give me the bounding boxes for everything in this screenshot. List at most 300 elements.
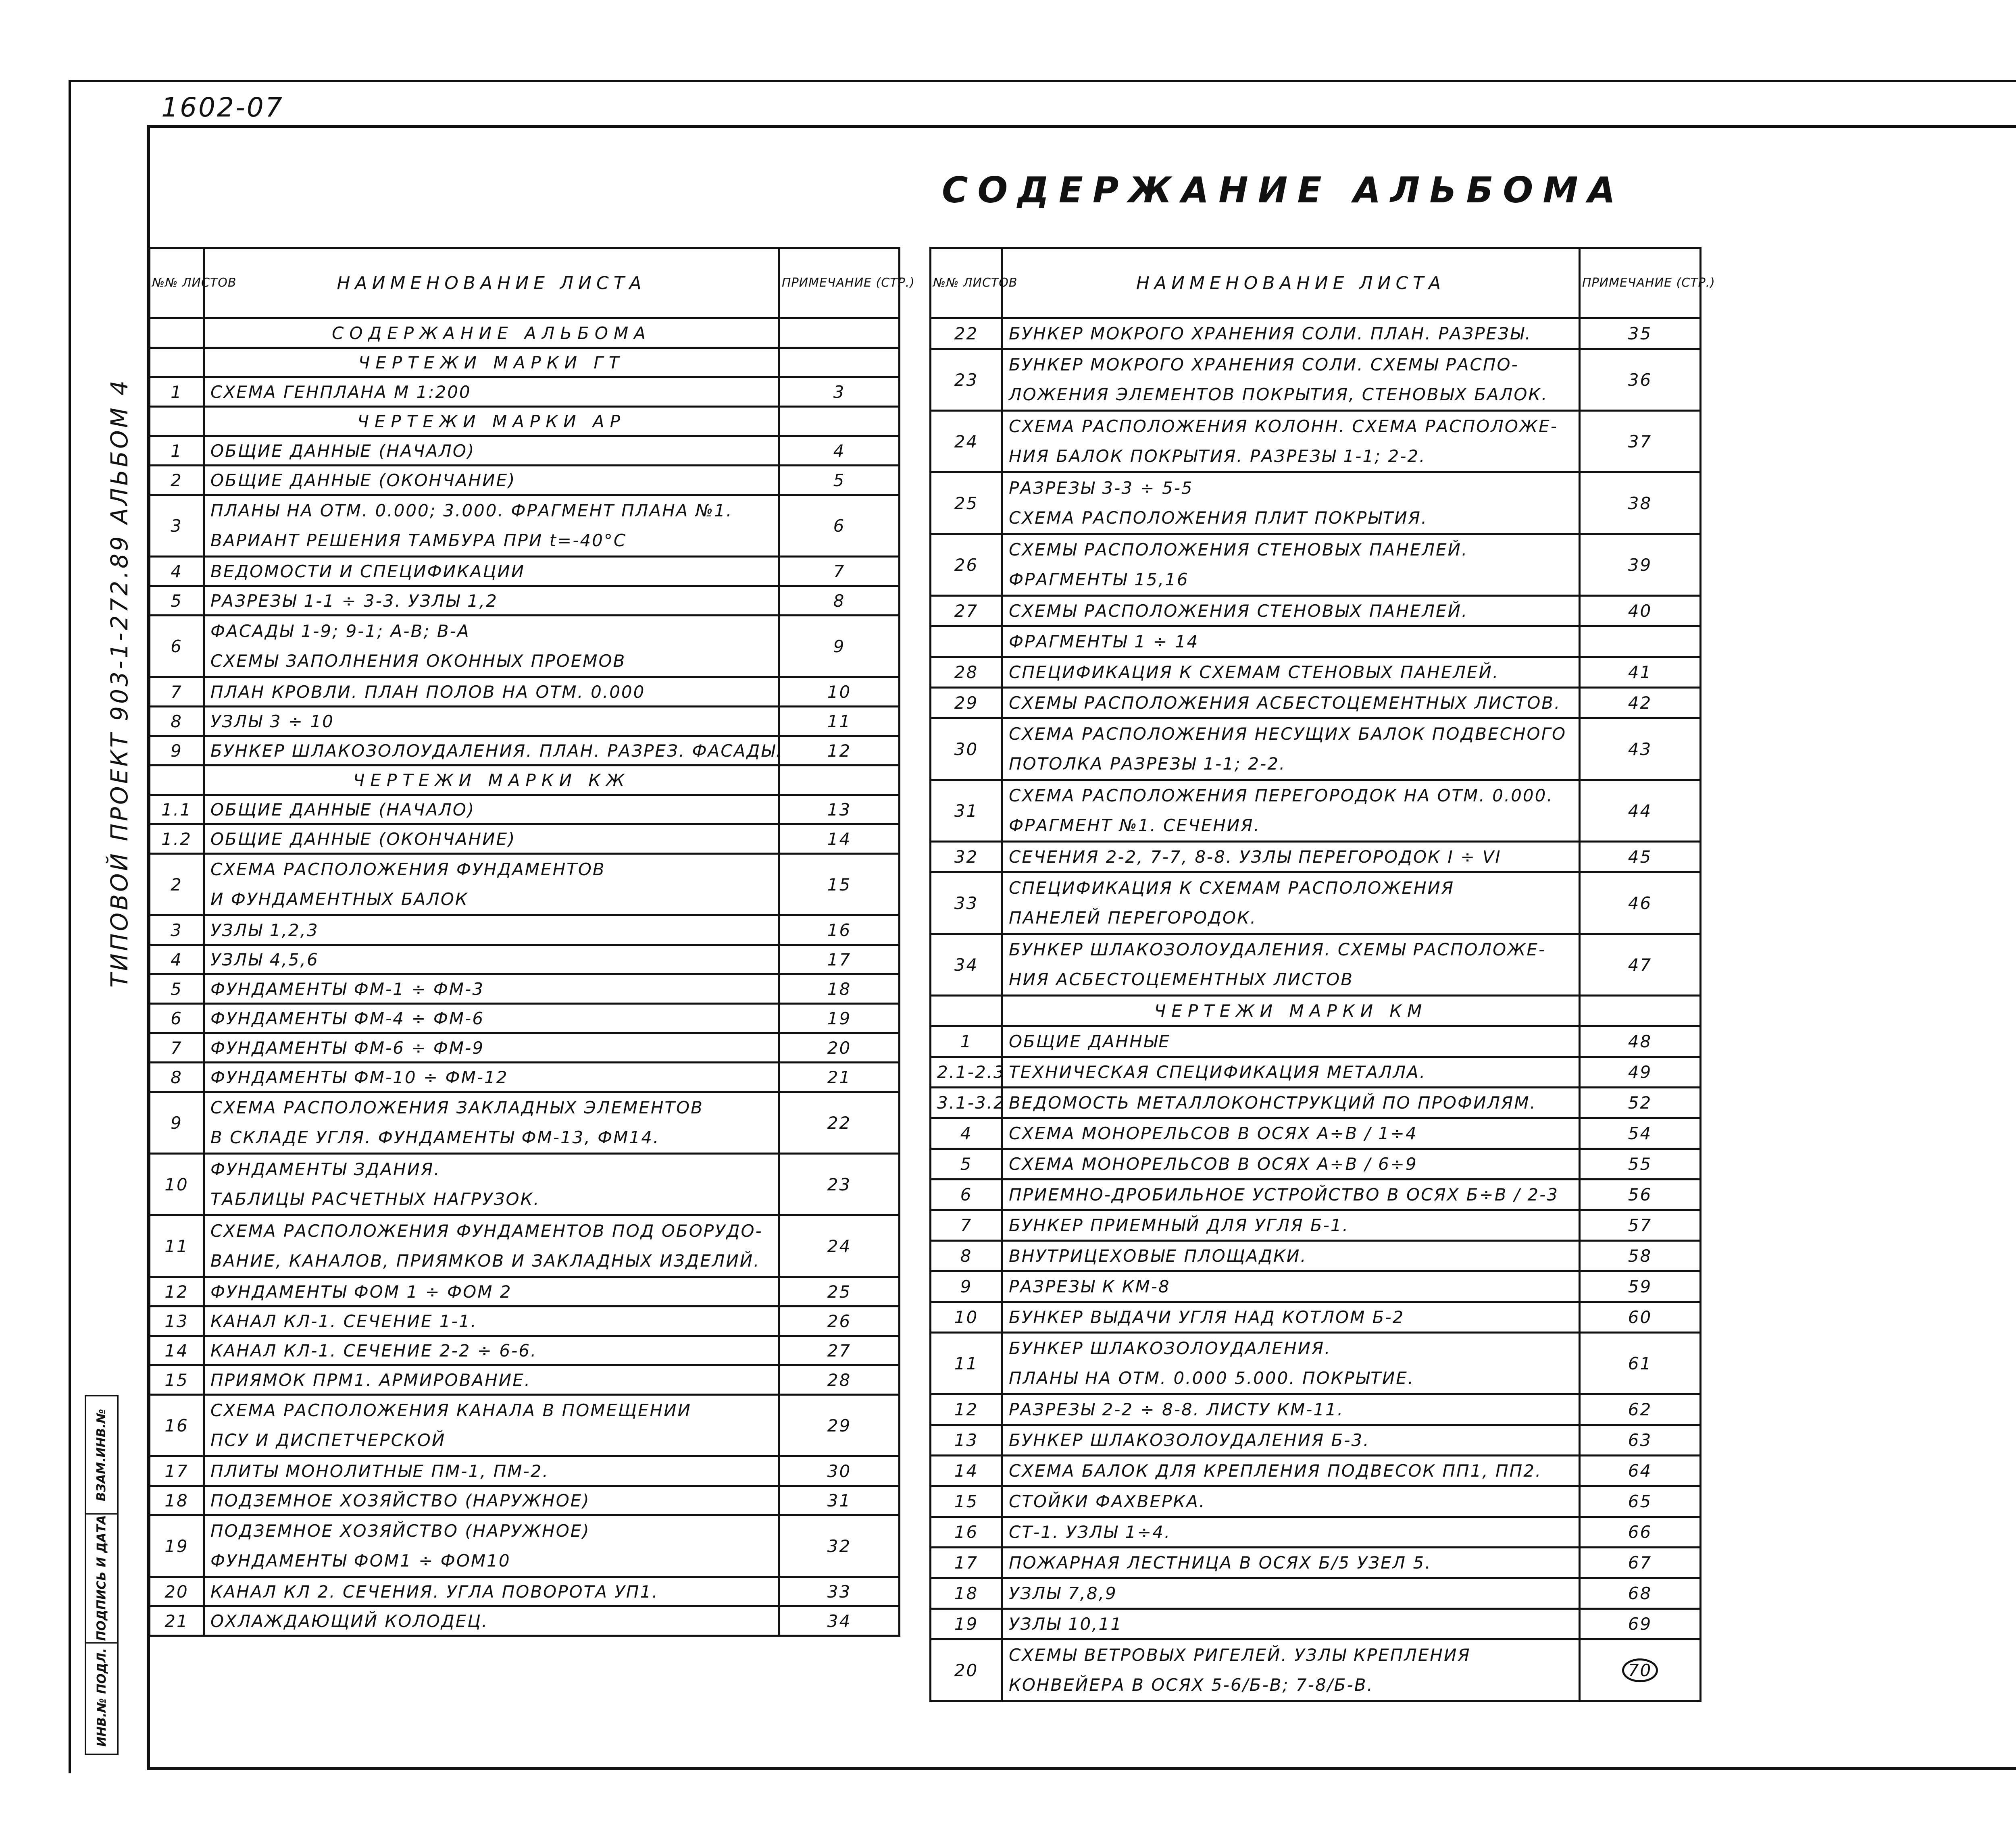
page-note-cell: 42 (1580, 688, 1701, 718)
sheet-name-line: БУНКЕР МОКРОГО ХРАНЕНИЯ СОЛИ. СХЕМЫ РАСПО- (1009, 355, 1519, 375)
page-note-cell: 24 (779, 1215, 900, 1277)
page-note-cell: 58 (1580, 1241, 1701, 1271)
table-row (150, 795, 900, 824)
sheet-name-cell: ФРАГМЕНТЫ 1 ÷ 14 (1002, 626, 1580, 657)
page-note-cell: 3 (779, 377, 900, 407)
table-row (931, 1302, 1701, 1333)
table-row (931, 1548, 1701, 1578)
table-row (150, 1215, 900, 1277)
page-note-cell: 60 (1580, 1302, 1701, 1333)
sheet-number-cell: 16 (150, 1395, 204, 1456)
page-note-cell: 11 (779, 707, 900, 736)
sheet-name-cell: ВНУТРИЦЕХОВЫЕ ПЛОЩАДКИ. (1002, 1241, 1580, 1271)
page-note-cell: 67 (1580, 1548, 1701, 1578)
table-row (150, 1004, 900, 1033)
sheet-name-line: СХЕМА РАСПОЛОЖЕНИЯ ФУНДАМЕНТОВ (210, 859, 606, 879)
page-note-cell: 34 (779, 1606, 900, 1636)
sheet-name-cell: РАЗРЕЗЫ К КМ-8 (1002, 1271, 1580, 1302)
page-note-cell: 59 (1580, 1271, 1701, 1302)
page-note-cell: 54 (1580, 1118, 1701, 1149)
sheet-name-cell: УЗЛЫ 1,2,3 (204, 915, 779, 945)
sheet-name-cell: РАЗРЕЗЫ 1-1 ÷ 3-3. УЗЛЫ 1,2 (204, 586, 779, 616)
page-note-cell: 26 (779, 1307, 900, 1336)
sheet-name-line: ФУНДАМЕНТЫ ЗДАНИЯ. (210, 1159, 441, 1179)
table-row (150, 377, 900, 407)
sheet-number-cell: 1.2 (150, 824, 204, 854)
sheet-name-cell: УЗЛЫ 7,8,9 (1002, 1578, 1580, 1609)
sheet-name-cell: ПРИЯМОК ПРМ1. АРМИРОВАНИЕ. (204, 1365, 779, 1395)
table-row (150, 945, 900, 974)
stamp-cell-signature-date: ПОДПИСЬ И ДАТА (86, 1513, 117, 1644)
sheet-number-cell: 2 (150, 466, 204, 495)
sheet-number-cell: 14 (931, 1456, 1002, 1486)
page-title: СОДЕРЖАНИЕ АЛЬБОМА (941, 169, 1625, 211)
table-row (150, 1486, 900, 1515)
page-note-cell (1580, 996, 1701, 1026)
sheet-number-cell: 9 (150, 1092, 204, 1154)
sheet-number-cell: 1 (150, 377, 204, 407)
table-row (931, 411, 1701, 472)
table-row (150, 707, 900, 736)
sheet-number-cell: 11 (150, 1215, 204, 1277)
table-row (150, 407, 900, 436)
page-note-cell: 21 (779, 1063, 900, 1092)
sheet-name-cell: ПЛИТЫ МОНОЛИТНЫЕ ПМ-1, ПМ-2. (204, 1456, 779, 1486)
sheet-name-line: ЛОЖЕНИЯ ЭЛЕМЕНТОВ ПОКРЫТИЯ, СТЕНОВЫХ БАЛОК. (1009, 385, 1548, 404)
page-note-cell: 10 (779, 677, 900, 707)
page-note-cell: 18 (779, 974, 900, 1004)
sheet-name-cell: ПОДЗЕМНОЕ ХОЗЯЙСТВО (НАРУЖНОЕ) (204, 1486, 779, 1515)
sheet-number-cell: 23 (931, 349, 1002, 411)
table-row (931, 842, 1701, 872)
page-note-cell: 33 (779, 1577, 900, 1606)
sheet-name-cell: ОБЩИЕ ДАННЫЕ (ОКОНЧАНИЕ) (204, 824, 779, 854)
page-note-cell: 31 (779, 1486, 900, 1515)
page-note-cell: 61 (1580, 1333, 1701, 1394)
sheet-number-cell: 34 (931, 934, 1002, 996)
sheet-name-cell (1002, 872, 1580, 934)
table-header (150, 248, 900, 318)
page-note-cell: 47 (1580, 934, 1701, 996)
table-row (150, 974, 900, 1004)
sheet-name-cell (204, 1215, 779, 1277)
sheet-name-cell: СТ-1. УЗЛЫ 1÷4. (1002, 1517, 1580, 1548)
table-row (150, 1277, 900, 1307)
page-note-cell: 25 (779, 1277, 900, 1307)
sheet-number-cell: 5 (150, 974, 204, 1004)
sheet-name-line: ФРАГМЕНТ №1. СЕЧЕНИЯ. (1009, 816, 1260, 835)
header-sheet-name: НАИМЕНОВАНИЕ ЛИСТА (204, 248, 779, 318)
circled-page-number: 70 (1622, 1658, 1658, 1682)
sheet-number-cell (150, 766, 204, 795)
page-note-cell: 13 (779, 795, 900, 824)
page-note-cell: 22 (779, 1092, 900, 1154)
page-note-cell: 17 (779, 945, 900, 974)
page-note-cell: 29 (779, 1395, 900, 1456)
table-row (150, 824, 900, 854)
sheet-name-cell: КАНАЛ КЛ-1. СЕЧЕНИЕ 1-1. (204, 1307, 779, 1336)
sheet-name-cell: ФУНДАМЕНТЫ ФОМ 1 ÷ ФОМ 2 (204, 1277, 779, 1307)
table-row (931, 534, 1701, 596)
page-note-cell: 15 (779, 854, 900, 915)
sheet-number-cell (931, 626, 1002, 657)
sheet-name-cell: СХЕМА МОНОРЕЛЬСОВ В ОСЯХ А÷В / 1÷4 (1002, 1118, 1580, 1149)
page-note-cell: 40 (1580, 596, 1701, 626)
sheet-name-cell: СТОЙКИ ФАХВЕРКА. (1002, 1486, 1580, 1517)
sheet-number-cell: 6 (150, 1004, 204, 1033)
sheet-number-cell: 5 (931, 1149, 1002, 1180)
sheet-name-cell: БУНКЕР ШЛАКОЗОЛОУДАЛЕНИЯ. ПЛАН. РАЗРЕЗ. ФАСАДЫ. (204, 736, 779, 766)
page-note-cell: 20 (779, 1033, 900, 1063)
page-note-cell: 48 (1580, 1026, 1701, 1057)
stamp-cell-original-inv: ИНВ.№ ПОДЛ. (94, 1648, 109, 1747)
table-row (150, 1336, 900, 1365)
sheet-number-cell: 10 (931, 1302, 1002, 1333)
page-note-cell: 7 (779, 557, 900, 586)
table-row (931, 934, 1701, 996)
page-note-cell: 68 (1580, 1578, 1701, 1609)
sheet-name-line: В СКЛАДЕ УГЛЯ. ФУНДАМЕНТЫ ФМ-13, ФМ14. (210, 1128, 660, 1147)
page-note-cell (779, 407, 900, 436)
sheet-number-cell: 13 (150, 1307, 204, 1336)
sheet-number-cell: 16 (931, 1517, 1002, 1548)
sheet-number-cell: 1.1 (150, 795, 204, 824)
sheet-name-line: НИЯ АСБЕСТОЦЕМЕНТНЫХ ЛИСТОВ (1009, 970, 1354, 989)
sheet-name-cell (1002, 472, 1580, 534)
sheet-name-cell (204, 1395, 779, 1456)
sheet-name-line: РАЗРЕЗЫ 3-3 ÷ 5-5 (1009, 478, 1193, 498)
sheet-name-line: СПЕЦИФИКАЦИЯ К СХЕМАМ РАСПОЛОЖЕНИЯ (1009, 878, 1455, 898)
table-row (931, 1640, 1701, 1701)
table-row (150, 1307, 900, 1336)
header-sheet-name: НАИМЕНОВАНИЕ ЛИСТА (1002, 248, 1580, 318)
sheet-name-line: ВАНИЕ, КАНАЛОВ, ПРИЯМКОВ И ЗАКЛАДНЫХ ИЗДЕЛИЙ. (210, 1251, 760, 1271)
contents-table-right (929, 247, 1715, 1702)
sheet-name-cell: ФУНДАМЕНТЫ ФМ-4 ÷ ФМ-6 (204, 1004, 779, 1033)
table-row (150, 736, 900, 766)
sheet-name-cell: ОБЩИЕ ДАННЫЕ (ОКОНЧАНИЕ) (204, 466, 779, 495)
sheet-number-cell: 19 (931, 1609, 1002, 1640)
sheet-name-line: И ФУНДАМЕНТНЫХ БАЛОК (210, 889, 469, 909)
table-row (931, 657, 1701, 688)
table-row (931, 1118, 1701, 1149)
sheet-name-cell: ЧЕРТЕЖИ МАРКИ АР (204, 407, 779, 436)
sheet-number-cell: 20 (931, 1640, 1002, 1701)
sheet-name-cell: ОБЩИЕ ДАННЫЕ (1002, 1026, 1580, 1057)
table-row (150, 1456, 900, 1486)
header-note: ПРИМЕЧАНИЕ (СТР.) (1580, 248, 1701, 318)
table-row (931, 688, 1701, 718)
sheet-name-line: ВАРИАНТ РЕШЕНИЯ ТАМБУРА ПРИ t=-40°С (210, 531, 627, 550)
sheet-name-cell (204, 854, 779, 915)
sheet-number-cell: 30 (931, 718, 1002, 780)
table-row (150, 348, 900, 377)
sheet-number-cell: 10 (150, 1154, 204, 1215)
header-note: ПРИМЕЧАНИЕ (СТР.) (779, 248, 900, 318)
sheet-name-line: СХЕМА РАСПОЛОЖЕНИЯ КАНАЛА В ПОМЕЩЕНИИ (210, 1400, 691, 1420)
table-row (931, 349, 1701, 411)
page-note-cell: 16 (779, 915, 900, 945)
sheet-name-line: ПОДЗЕМНОЕ ХОЗЯЙСТВО (НАРУЖНОЕ) (210, 1521, 590, 1541)
table-row (931, 1149, 1701, 1180)
page-note-cell (779, 766, 900, 795)
table-row (150, 915, 900, 945)
sheet-name-cell (1002, 1333, 1580, 1394)
header-sheet-numbers: №№ ЛИСТОВ (931, 248, 1002, 318)
sheet-name-line: ТАБЛИЦЫ РАСЧЕТНЫХ НАГРУЗОК. (210, 1189, 540, 1209)
stamp-cell-replace-inv: ВЗАМ.ИНВ.№ (86, 1396, 117, 1515)
contents-table-left (148, 247, 915, 1637)
page-note-cell: 38 (1580, 472, 1701, 534)
sheet-name-cell: КАНАЛ КЛ-1. СЕЧЕНИЕ 2-2 ÷ 6-6. (204, 1336, 779, 1365)
sheet-name-cell: РАЗРЕЗЫ 2-2 ÷ 8-8. ЛИСТУ КМ-11. (1002, 1394, 1580, 1425)
sheet-number-cell: 1 (150, 436, 204, 466)
sheet-name-cell (1002, 1640, 1580, 1701)
sheet-name-cell: УЗЛЫ 4,5,6 (204, 945, 779, 974)
page-note-cell (1580, 1640, 1701, 1701)
sheet-name-cell: СХЕМЫ РАСПОЛОЖЕНИЯ СТЕНОВЫХ ПАНЕЛЕЙ. (1002, 596, 1580, 626)
sheet-number-cell: 25 (931, 472, 1002, 534)
sheet-number-cell: 12 (150, 1277, 204, 1307)
table-row (931, 1180, 1701, 1210)
sheet-name-cell (204, 1515, 779, 1577)
sheet-name-cell: ЧЕРТЕЖИ МАРКИ КМ (1002, 996, 1580, 1026)
sheet-name-line: СХЕМА РАСПОЛОЖЕНИЯ КОЛОНН. СХЕМА РАСПОЛОЖЕ- (1009, 416, 1558, 436)
page-note-cell: 30 (779, 1456, 900, 1486)
sheet-name-line: ПСУ И ДИСПЕТЧЕРСКОЙ (210, 1430, 446, 1450)
sheet-name-cell: КАНАЛ КЛ 2. СЕЧЕНИЯ. УГЛА ПОВОРОТА УП1. (204, 1577, 779, 1606)
page-note-cell: 19 (779, 1004, 900, 1033)
sheet-number-cell: 17 (931, 1548, 1002, 1578)
page-note-cell: 64 (1580, 1456, 1701, 1486)
sheet-name-cell (1002, 934, 1580, 996)
header-sheet-numbers: №№ ЛИСТОВ (150, 248, 204, 318)
sheet-name-cell: СХЕМА ГЕНПЛАНА М 1:200 (204, 377, 779, 407)
table-row (931, 1425, 1701, 1456)
table-row (150, 1395, 900, 1456)
sheet-number-cell: 9 (150, 736, 204, 766)
table-row (150, 1606, 900, 1636)
sheet-number-cell: 7 (931, 1210, 1002, 1241)
sheet-name-cell (1002, 780, 1580, 842)
page-note-cell (1580, 626, 1701, 657)
sheet-name-cell: ОБЩИЕ ДАННЫЕ (НАЧАЛО) (204, 436, 779, 466)
sheet-name-cell: СХЕМА БАЛОК ДЛЯ КРЕПЛЕНИЯ ПОДВЕСОК ПП1, ПП2. (1002, 1456, 1580, 1486)
page-note-cell: 65 (1580, 1486, 1701, 1517)
table-row (931, 1517, 1701, 1548)
sheet-name-line: ФРАГМЕНТЫ 15,16 (1009, 570, 1189, 589)
page-note-cell: 52 (1580, 1088, 1701, 1118)
table-header (931, 248, 1701, 318)
table-row (931, 1057, 1701, 1088)
sheet-number-cell: 12 (931, 1394, 1002, 1425)
sheet-number-cell: 5 (150, 586, 204, 616)
sheet-name-line: СХЕМА РАСПОЛОЖЕНИЯ ПЕРЕГОРОДОК НА ОТМ. 0.000. (1009, 786, 1554, 805)
page-note-cell: 63 (1580, 1425, 1701, 1456)
table-row (150, 586, 900, 616)
sheet-number-cell: 6 (931, 1180, 1002, 1210)
sheet-name-cell (204, 1154, 779, 1215)
sheet-name-cell: СХЕМЫ РАСПОЛОЖЕНИЯ АСБЕСТОЦЕМЕНТНЫХ ЛИСТОВ. (1002, 688, 1580, 718)
sheet-name-cell (1002, 411, 1580, 472)
sheet-name-line: КОНВЕЙЕРА В ОСЯХ 5-6/Б-В; 7-8/Б-В. (1009, 1675, 1374, 1695)
sheet-name-line: ФАСАДЫ 1-9; 9-1; А-В; В-А (210, 621, 470, 641)
sheet-name-line: СХЕМЫ ВЕТРОВЫХ РИГЕЛЕЙ. УЗЛЫ КРЕПЛЕНИЯ (1009, 1645, 1471, 1665)
sheet-name-cell: ЧЕРТЕЖИ МАРКИ КЖ (204, 766, 779, 795)
sheet-number-cell: 20 (150, 1577, 204, 1606)
sheet-number-cell (150, 318, 204, 348)
page-note-cell (779, 318, 900, 348)
sheet-number-cell: 29 (931, 688, 1002, 718)
table-row (150, 495, 900, 557)
sheet-name-cell: ПОЖАРНАЯ ЛЕСТНИЦА В ОСЯХ Б/5 УЗЕЛ 5. (1002, 1548, 1580, 1578)
sheet-name-cell: ОБЩИЕ ДАННЫЕ (НАЧАЛО) (204, 795, 779, 824)
sheet-name-cell: БУНКЕР МОКРОГО ХРАНЕНИЯ СОЛИ. ПЛАН. РАЗРЕЗЫ. (1002, 318, 1580, 349)
page-note-cell: 39 (1580, 534, 1701, 596)
table-row (150, 766, 900, 795)
table-row (150, 854, 900, 915)
sheet-name-line: СХЕМА РАСПОЛОЖЕНИЯ ФУНДАМЕНТОВ ПОД ОБОРУДО- (210, 1221, 763, 1241)
table-row (150, 677, 900, 707)
sheet-number-cell: 22 (931, 318, 1002, 349)
sheet-number-cell: 7 (150, 1033, 204, 1063)
table-row (931, 1578, 1701, 1609)
page-note-cell: 41 (1580, 657, 1701, 688)
sheet-name-cell: БУНКЕР ВЫДАЧИ УГЛЯ НАД КОТЛОМ Б-2 (1002, 1302, 1580, 1333)
sheet-number-cell: 13 (931, 1425, 1002, 1456)
sheet-number-cell: 2.1-2.3 (931, 1057, 1002, 1088)
page-note-cell: 35 (1580, 318, 1701, 349)
sheet-name-cell: ФУНДАМЕНТЫ ФМ-1 ÷ ФМ-3 (204, 974, 779, 1004)
page-note-cell: 69 (1580, 1609, 1701, 1640)
page-note-cell: 14 (779, 824, 900, 854)
sheet-number-cell: 18 (150, 1486, 204, 1515)
sheet-name-cell: УЗЛЫ 10,11 (1002, 1609, 1580, 1640)
sheet-name-cell: БУНКЕР ШЛАКОЗОЛОУДАЛЕНИЯ Б-3. (1002, 1425, 1580, 1456)
sheet-name-cell: БУНКЕР ПРИЕМНЫЙ ДЛЯ УГЛЯ Б-1. (1002, 1210, 1580, 1241)
sheet-number-cell: 3 (150, 915, 204, 945)
sheet-name-line: БУНКЕР ШЛАКОЗОЛОУДАЛЕНИЯ. СХЕМЫ РАСПОЛОЖЕ- (1009, 940, 1546, 959)
table-row (931, 1394, 1701, 1425)
sheet-number-cell: 3.1-3.2 (931, 1088, 1002, 1118)
table-row (150, 1515, 900, 1577)
sheet-number-cell: 21 (150, 1606, 204, 1636)
sheet-name-line: СХЕМА РАСПОЛОЖЕНИЯ ЗАКЛАДНЫХ ЭЛЕМЕНТОВ (210, 1098, 704, 1117)
sheet-name-cell: ЧЕРТЕЖИ МАРКИ ГТ (204, 348, 779, 377)
page-note-cell: 49 (1580, 1057, 1701, 1088)
sheet-number-cell: 26 (931, 534, 1002, 596)
table-row (931, 1210, 1701, 1241)
sheet-name-cell: ПРИЕМНО-ДРОБИЛЬНОЕ УСТРОЙСТВО В ОСЯХ Б÷В / 2-3 (1002, 1180, 1580, 1210)
table-row (931, 318, 1701, 349)
table-row (931, 1333, 1701, 1394)
page-note-cell: 27 (779, 1336, 900, 1365)
table-row (931, 872, 1701, 934)
table-row (931, 596, 1701, 626)
page-note-cell: 6 (779, 495, 900, 557)
table-row (150, 1365, 900, 1395)
table-row (150, 1154, 900, 1215)
page-note-cell: 4 (779, 436, 900, 466)
page-note-cell: 12 (779, 736, 900, 766)
sheet-name-line: СХЕМЫ ЗАПОЛНЕНИЯ ОКОННЫХ ПРОЕМОВ (210, 651, 626, 671)
sheet-name-cell: СОДЕРЖАНИЕ АЛЬБОМА (204, 318, 779, 348)
sheet-number-cell: 1 (931, 1026, 1002, 1057)
page-note-cell: 55 (1580, 1149, 1701, 1180)
sheet-name-line: СХЕМА РАСПОЛОЖЕНИЯ ПЛИТ ПОКРЫТИЯ. (1009, 508, 1428, 528)
page-note-cell: 57 (1580, 1210, 1701, 1241)
table-row (931, 472, 1701, 534)
sheet-number-cell: 2 (150, 854, 204, 915)
page-note-cell: 46 (1580, 872, 1701, 934)
page-note-cell: 45 (1580, 842, 1701, 872)
table-row (150, 436, 900, 466)
table-row (150, 318, 900, 348)
sheet-name-cell (1002, 349, 1580, 411)
sheet-name-cell: ОХЛАЖДАЮЩИЙ КОЛОДЕЦ. (204, 1606, 779, 1636)
page-note-cell: 44 (1580, 780, 1701, 842)
sheet-name-cell: ФУНДАМЕНТЫ ФМ-6 ÷ ФМ-9 (204, 1033, 779, 1063)
table-row (150, 1063, 900, 1092)
page-note-cell: 9 (779, 616, 900, 677)
sheet-name-line: ФУНДАМЕНТЫ ФОМ1 ÷ ФОМ10 (210, 1551, 511, 1571)
sheet-name-cell: ВЕДОМОСТЬ МЕТАЛЛОКОНСТРУКЦИЙ ПО ПРОФИЛЯМ. (1002, 1088, 1580, 1118)
sheet-number-cell: 27 (931, 596, 1002, 626)
sheet-name-line: БУНКЕР ШЛАКОЗОЛОУДАЛЕНИЯ. (1009, 1338, 1331, 1358)
page-note-cell: 8 (779, 586, 900, 616)
sheet-name-cell: СПЕЦИФИКАЦИЯ К СХЕМАМ СТЕНОВЫХ ПАНЕЛЕЙ. (1002, 657, 1580, 688)
page-note-cell: 43 (1580, 718, 1701, 780)
sheet-name-cell (204, 495, 779, 557)
sheet-number-cell: 28 (931, 657, 1002, 688)
sheet-name-cell (204, 616, 779, 677)
sheet-number-cell: 24 (931, 411, 1002, 472)
sheet-number-cell: 8 (931, 1241, 1002, 1271)
sheet-number-cell: 4 (931, 1118, 1002, 1149)
approval-stamp (85, 1395, 119, 1755)
sheet-number-cell: 18 (931, 1578, 1002, 1609)
sheet-name-cell: ВЕДОМОСТИ И СПЕЦИФИКАЦИИ (204, 557, 779, 586)
sheet-number-cell (150, 348, 204, 377)
side-project-label: ТИПОВОЙ ПРОЕКТ 903-1-272.89 АЛЬБОМ 4 (106, 378, 133, 988)
table-row (931, 1088, 1701, 1118)
sheet-number-cell: 19 (150, 1515, 204, 1577)
sheet-name-cell (204, 1092, 779, 1154)
table-row (150, 1577, 900, 1606)
sheet-number-cell: 8 (150, 707, 204, 736)
page-note-cell: 32 (779, 1515, 900, 1577)
sheet-name-line: НИЯ БАЛОК ПОКРЫТИЯ. РАЗРЕЗЫ 1-1; 2-2. (1009, 446, 1426, 466)
page-note-cell: 66 (1580, 1517, 1701, 1548)
sheet-number-cell: 7 (150, 677, 204, 707)
sheet-name-line: ПОТОЛКА РАЗРЕЗЫ 1-1; 2-2. (1009, 754, 1286, 774)
sheet-number-cell: 31 (931, 780, 1002, 842)
sheet-number-cell: 33 (931, 872, 1002, 934)
table-row (150, 557, 900, 586)
sheet-name-cell (1002, 718, 1580, 780)
table-row (931, 1241, 1701, 1271)
sheet-name-cell: УЗЛЫ 3 ÷ 10 (204, 707, 779, 736)
sheet-number-cell: 11 (931, 1333, 1002, 1394)
sheet-number-cell: 32 (931, 842, 1002, 872)
sheet-name-cell: ФУНДАМЕНТЫ ФМ-10 ÷ ФМ-12 (204, 1063, 779, 1092)
table-row (150, 1092, 900, 1154)
sheet-number-cell (931, 996, 1002, 1026)
table-row (150, 466, 900, 495)
sheet-name-cell: ПЛАН КРОВЛИ. ПЛАН ПОЛОВ НА ОТМ. 0.000 (204, 677, 779, 707)
table-row (931, 1456, 1701, 1486)
table-row (150, 616, 900, 677)
